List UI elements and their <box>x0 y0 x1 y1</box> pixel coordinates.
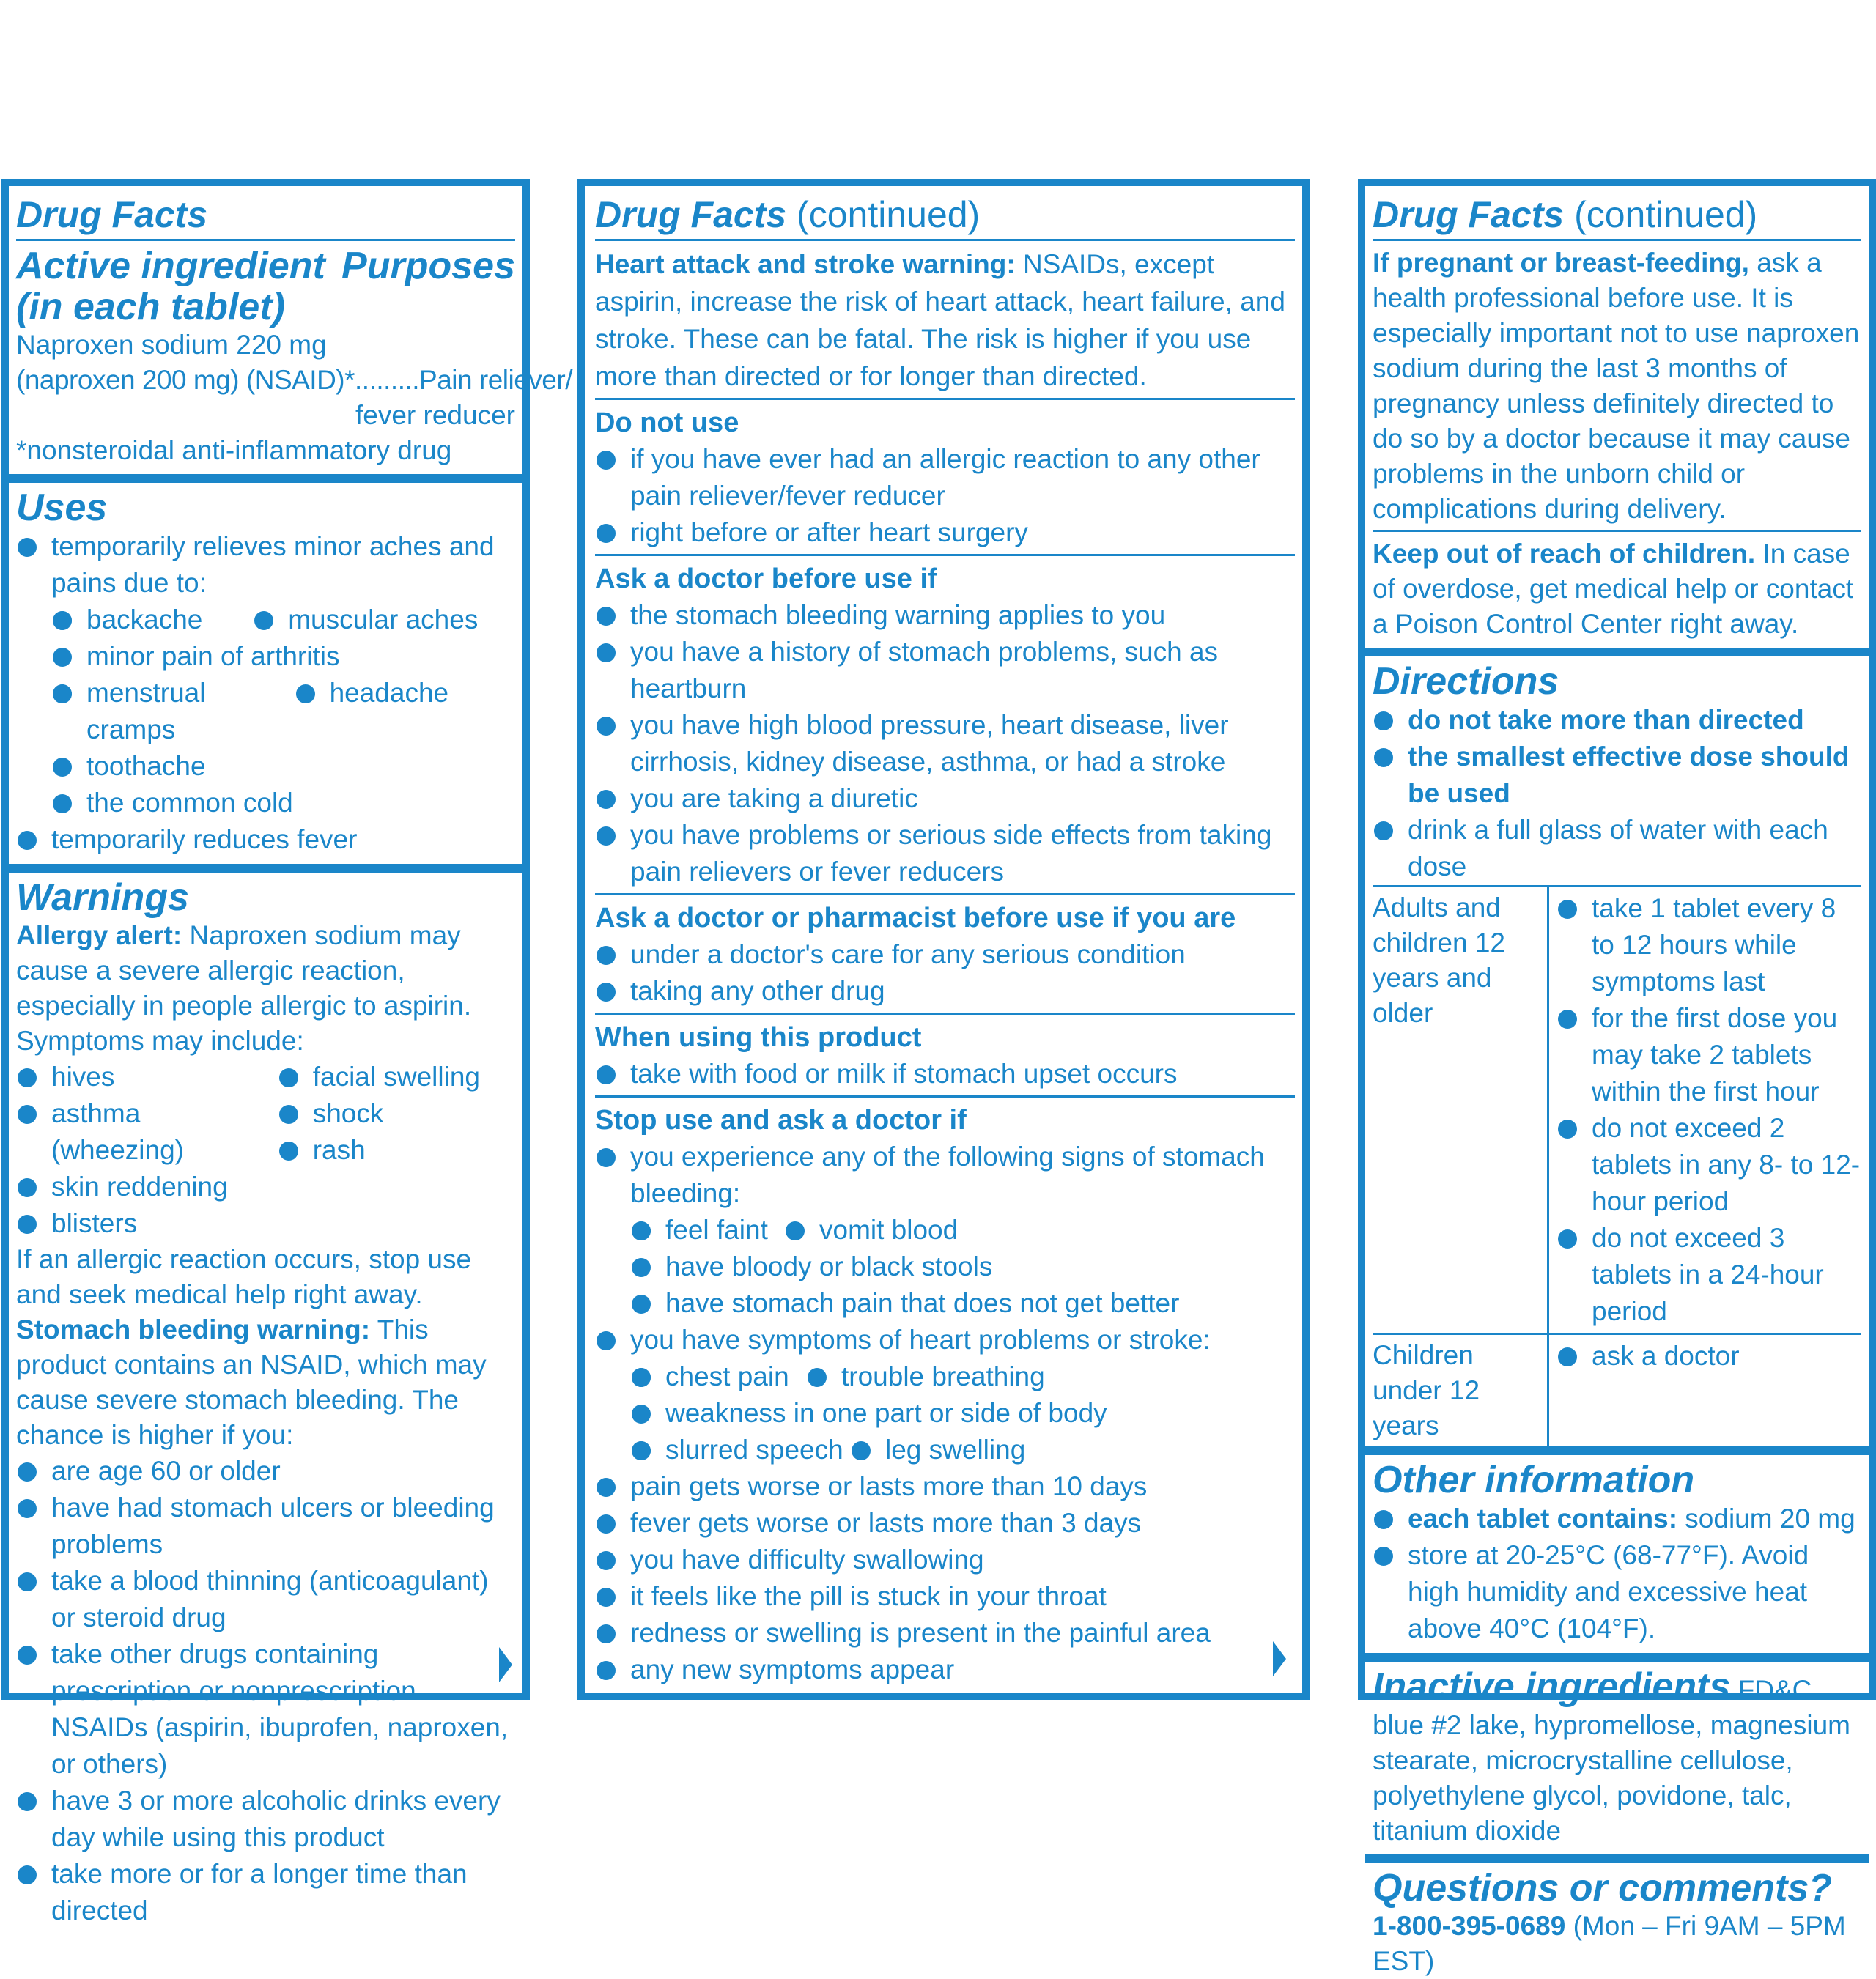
inactive-ingredients: Inactive ingredients FD&C blue #2 lake, hypromellose, magnesium stearate, microcrystalline cellulose, polyethylene glycol, povidone, talc, titanium dioxide <box>1373 1665 1850 1846</box>
do-not-use-heading: Do not use <box>595 407 739 438</box>
list-item: weakness in one part or side of body <box>630 1395 1295 1432</box>
list-item: leg swelling <box>850 1432 1025 1468</box>
list-item: temporarily reduces fever <box>16 821 515 858</box>
list-item: trouble breathing <box>806 1358 1045 1395</box>
ingredient-line: Naproxen sodium 220 mg <box>16 330 327 360</box>
list-item: you have symptoms of heart problems or stroke: <box>595 1322 1295 1358</box>
list-item: under a doctor's care for any serious condition <box>595 936 1295 973</box>
list-item: take with food or milk if stomach upset occurs <box>595 1056 1295 1092</box>
list-item: toothache <box>51 748 515 785</box>
warnings-heading: Warnings <box>16 876 189 919</box>
directions-heading: Directions <box>1373 660 1559 703</box>
ingredient-line: (naproxen 200 mg) (NSAID)*.........Pain reliever/ <box>16 365 572 395</box>
list-item: take 1 tablet every 8 to 12 hours while symptoms last <box>1556 890 1861 1000</box>
list-item: ask a doctor <box>1556 1338 1861 1375</box>
active-ingredient-sub: (in each tablet) <box>16 286 285 328</box>
list-item: headache <box>295 675 515 711</box>
panel-title: Drug Facts (continued) <box>595 194 981 235</box>
list-item: take other drugs containing prescription or nonprescription NSAIDs (aspirin, ibuprofen, naproxen, or others) <box>16 1636 515 1783</box>
list-item: vomit blood <box>784 1212 958 1249</box>
heart-warning: Heart attack and stroke warning: NSAIDs, except aspirin, increase the risk of heart attack, heart failure, and stroke. These can be fatal. The risk is higher if you use more than directed or for longer than directed. <box>595 249 1285 391</box>
list-item: minor pain of arthritis <box>51 638 515 675</box>
list-item: have 3 or more alcoholic drinks every day while using this product <box>16 1783 515 1856</box>
footnote: *nonsteroidal anti-inflammatory drug <box>16 435 452 465</box>
list-item: the smallest effective dose should be used <box>1373 739 1861 812</box>
list-item <box>630 1432 1295 1468</box>
list-item: facial swelling <box>278 1059 515 1095</box>
list-item: have stomach pain that does not get better <box>630 1285 1295 1322</box>
panel-title: Drug Facts (continued) <box>1373 194 1758 235</box>
active-ingredient-heading: Active ingredient <box>16 245 325 287</box>
ingredient-line: fever reducer <box>355 400 515 430</box>
list-item: take a blood thinning (anticoagulant) or steroid drug <box>16 1563 515 1636</box>
list-item: are age 60 or older <box>16 1453 515 1490</box>
list-item: drink a full glass of water with each dose <box>1373 812 1861 885</box>
uses-heading: Uses <box>16 487 108 529</box>
list-item: hives <box>16 1059 278 1095</box>
ask-doctor-heading: Ask a doctor before use if <box>595 563 937 594</box>
allergy-after: If an allergic reaction occurs, stop use and seek medical help right away. <box>16 1244 472 1309</box>
list-item: any new symptoms appear <box>595 1651 1295 1688</box>
directions-table <box>1373 885 1861 1446</box>
stomach-warning: Stomach bleeding warning: This product contains an NSAID, which may cause severe stomach bleeding. The chance is higher if you: <box>16 1314 487 1450</box>
list-item: chest pain <box>630 1358 806 1395</box>
list-item: pain gets worse or lasts more than 10 days <box>595 1468 1295 1505</box>
stop-use-heading: Stop use and ask a doctor if <box>595 1105 967 1136</box>
list-item: you have difficulty swallowing <box>595 1542 1295 1578</box>
continue-arrow-icon <box>1273 1641 1286 1676</box>
list-item: you have problems or serious side effects from taking pain relievers or fever reducers <box>595 817 1295 890</box>
continue-arrow-icon <box>499 1647 512 1682</box>
list-item: right before or after heart surgery <box>595 514 1295 551</box>
list-item <box>630 1212 1295 1249</box>
list-item: skin reddening <box>16 1169 278 1205</box>
list-item: temporarily relieves minor aches and pains due to: <box>16 528 515 602</box>
list-item: have had stomach ulcers or bleeding problems <box>16 1490 515 1563</box>
list-item: blisters <box>16 1205 278 1242</box>
list-item: feel faint <box>630 1212 784 1249</box>
list-item <box>630 1358 1295 1395</box>
list-item: muscular aches <box>253 602 515 638</box>
list-item: backache <box>51 602 253 638</box>
list-item <box>51 675 515 748</box>
children-label: Children under 12 years <box>1373 1334 1548 1447</box>
allergy-alert: Allergy alert: Naproxen sodium may cause a severe allergic reaction, especially in people allergic to aspirin. Symptoms may include: <box>16 920 472 1056</box>
list-item: have bloody or black stools <box>630 1249 1295 1285</box>
when-using-heading: When using this product <box>595 1022 922 1053</box>
list-item: if you have ever had an allergic reaction to any other pain reliever/fever reducer <box>595 441 1295 514</box>
table-row <box>1373 1334 1861 1447</box>
list-item: taking any other drug <box>595 973 1295 1010</box>
ask-pharmacist-heading: Ask a doctor or pharmacist before use if you are <box>595 903 1236 933</box>
drug-facts-panel-1 <box>1 179 572 1926</box>
list-item: menstrual cramps <box>51 675 295 748</box>
list-item: the common cold <box>51 785 515 821</box>
other-info-heading: Other information <box>1373 1459 1695 1501</box>
list-item: do not exceed 3 tablets in a 24-hour period <box>1556 1220 1861 1330</box>
drug-facts-panel-3 <box>1358 179 1876 1976</box>
list-item: take more or for a longer time than directed <box>16 1856 515 1929</box>
list-item: you have high blood pressure, heart disease, liver cirrhosis, kidney disease, asthma, or had a stroke <box>595 707 1295 780</box>
adults-label: Adults and children 12 years and older <box>1373 887 1548 1334</box>
purposes-heading: Purposes <box>341 245 515 287</box>
list-item: you are taking a diuretic <box>595 780 1295 817</box>
list-item: store at 20-25°C (68-77°F). Avoid high humidity and excessive heat above 40°C (104°F). <box>1373 1537 1861 1647</box>
keep-out-of-reach: Keep out of reach of children. In case of overdose, get medical help or contact a Poison Control Center right away. <box>1373 539 1854 639</box>
list-item: shock <box>278 1095 515 1132</box>
list-item: each tablet contains: sodium 20 mg <box>1373 1501 1861 1537</box>
list-item: you experience any of the following signs of stomach bleeding: <box>595 1139 1295 1212</box>
list-item: asthma (wheezing) <box>16 1095 278 1169</box>
list-item: slurred speech <box>630 1432 850 1468</box>
list-item: for the first dose you may take 2 tablets within the first hour <box>1556 1000 1861 1110</box>
list-item: you have a history of stomach problems, such as heartburn <box>595 634 1295 707</box>
drug-facts-panel-2 <box>577 179 1310 1700</box>
table-row <box>1373 887 1861 1334</box>
list-item: do not exceed 2 tablets in any 8- to 12-hour period <box>1556 1110 1861 1220</box>
list-item: redness or swelling is present in the painful area <box>595 1615 1295 1651</box>
pregnancy-warning: If pregnant or breast-feeding, ask a health professional before use. It is especially important not to use naproxen sodium during the last 3 months of pregnancy unless definitely directed to do so by a doctor because it may cause problems in the unborn child or complications during delivery. <box>1373 248 1860 524</box>
list-item <box>51 602 515 638</box>
list-item: rash <box>278 1132 515 1169</box>
questions-heading: Questions or comments? <box>1373 1867 1832 1909</box>
panel-title: Drug Facts <box>16 194 208 235</box>
phone-line: 1-800-395-0689 (Mon – Fri 9AM – 5PM EST) <box>1373 1911 1846 1976</box>
list-item: the stomach bleeding warning applies to you <box>595 597 1295 634</box>
list-item: it feels like the pill is stuck in your throat <box>595 1578 1295 1615</box>
list-item: do not take more than directed <box>1373 702 1861 739</box>
list-item: fever gets worse or lasts more than 3 days <box>595 1505 1295 1542</box>
